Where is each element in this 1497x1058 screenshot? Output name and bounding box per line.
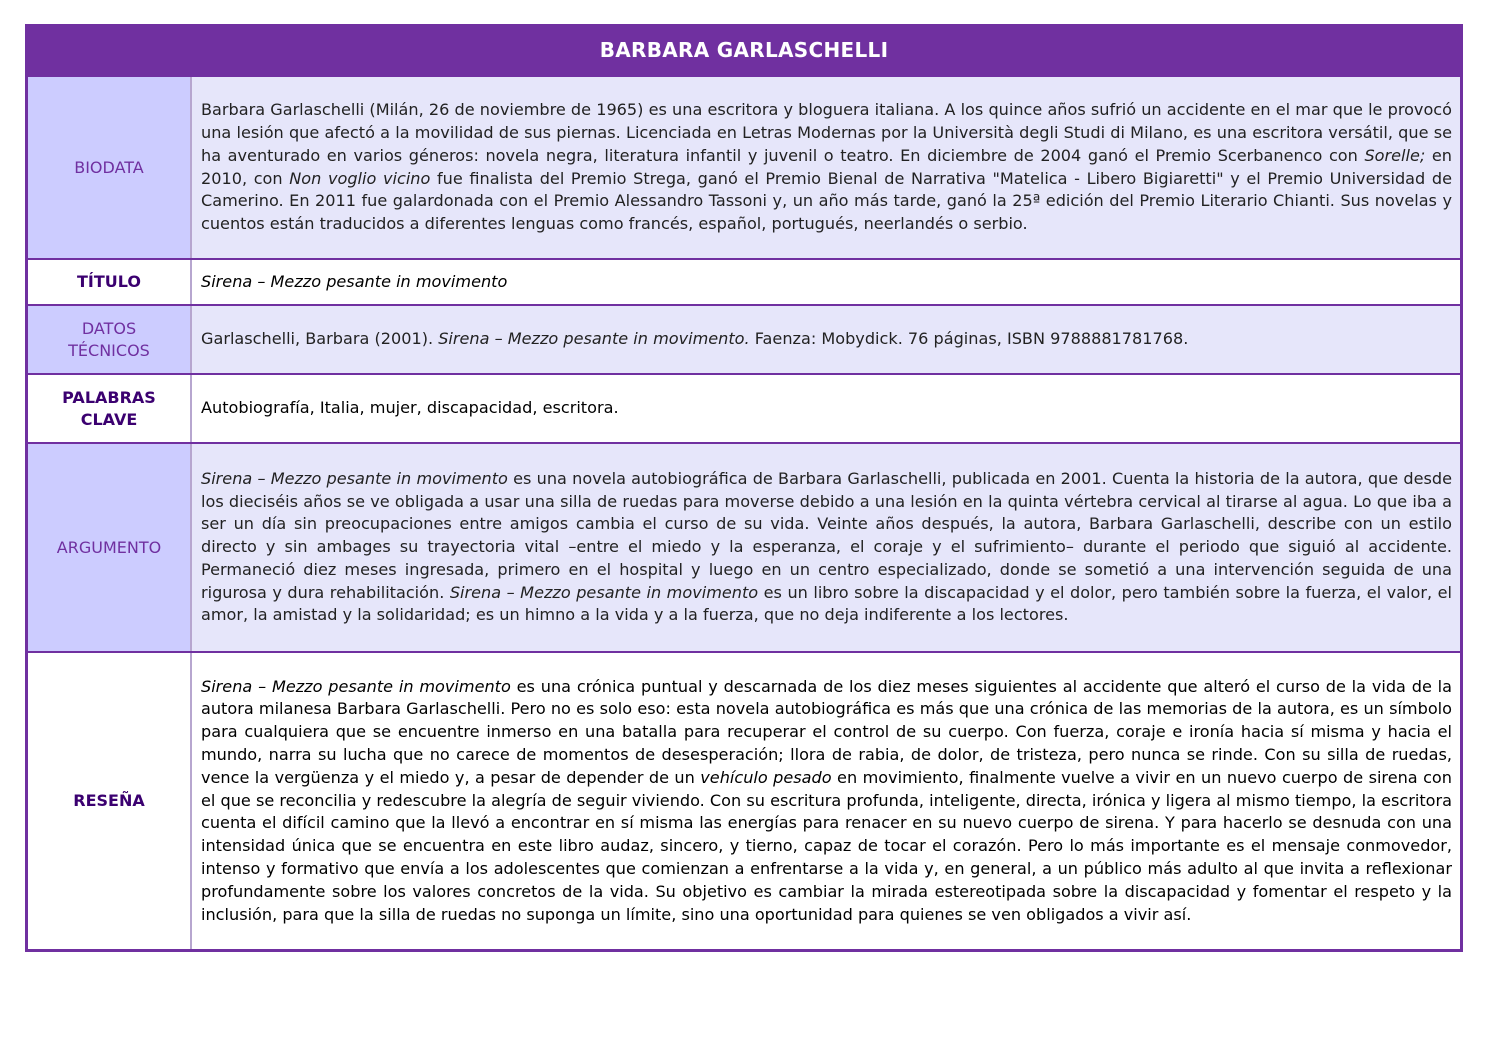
biodata-italic-1: Sorelle; <box>1364 145 1426 165</box>
row-argumento <box>28 442 1460 651</box>
argumento-text-1: es una novela autobiográfica de Barbara Garlaschelli, publicada en 2001. Cuenta la historia de la autora, que desde los dieciséis años se ve obligada a usar una silla de ruedas para moverse debido a una lesión en la quinta vértebra cervical al tirarse al agua. Lo que iba a ser un día sin preocupaciones entre amigos cambia el curso de su vida. Veinte años después, la autora, Barbara Garlaschelli, describe con un estilo directo y sin ambages su trayectoria vital –entre el miedo y la esperanza, el coraje y el sufrimiento– durante el periodo que siguió al accidente. Permaneció diez meses ingresada, primero en el hospital y luego en un centro especializado, donde se sometió a una intervención seguida de una rigurosa y dura rehabilitación. <box>201 468 1452 602</box>
label-resena: RESEÑA <box>28 653 192 949</box>
biodata-italic-2: Non voglio vicino <box>289 168 431 188</box>
argumento-text-2: es un libro sobre la discapacidad y el dolor, pero también sobre la fuerza, el valor, el amor, la amistad y la solidaridad; es un himno a la vida y a la fuerza, que no deja indiferente a los lectores. <box>201 582 1452 625</box>
datos-after: Faenza: Mobydick. 76 páginas, ISBN 9788881781768. <box>749 329 1189 349</box>
biodata-paragraph <box>201 99 1452 236</box>
resena-italic-2: vehículo pesado <box>700 767 832 787</box>
label-biodata: BIODATA <box>28 77 192 258</box>
titulo-text: Sirena – Mezzo pesante in movimento <box>201 271 508 291</box>
content-argumento <box>192 444 1460 651</box>
resena-text-1: es una crónica puntual y descarnada de los diez meses siguientes al accidente que alteró el curso de la vida de la autora milanesa Barbara Garlaschelli. Pero no es solo eso: esta novela autobiográfica es más que una crónica de las memorias de la autora, es un símbolo para cualquiera que se encuentre inmerso en una batalla para recuperar el control de su cuerpo. Con fuerza, coraje e ironía hacia sí misma y hacia el mundo, narra su lucha que no carece de momentos de desesperación; llora de rabia, de dolor, de tristeza, pero nunca se rinde. Con su silla de ruedas, vence la vergüenza y el miedo y, a pesar de depender de un <box>201 676 1452 787</box>
label-argumento: ARGUMENTO <box>28 444 192 651</box>
label-palabras-line1: PALABRAS <box>62 387 156 407</box>
datos-italic: Sirena – Mezzo pesante in movimento. <box>438 329 750 349</box>
book-review-sheet <box>25 24 1463 952</box>
row-palabras-clave <box>28 373 1460 442</box>
argumento-italic-2: Sirena – Mezzo pesante in movimento <box>449 582 759 602</box>
biodata-text-2: en 2010, con <box>201 145 1453 188</box>
resena-text-2: en movimiento, finalmente vuelve a vivir en un nuevo cuerpo de sirena con el que se reconcilia y redescubre la alegría de seguir viviendo. Con su escritura profunda, inteligente, directa, irónica y ligera al mismo tiempo, la escritora cuenta el difícil camino que la llevó a encontrar en sí misma las energías para renacer en su nuevo cuerpo de sirena. Y para hacerlo se desnuda con una intensidad única que se encuentra en este libro audaz, sincero, y tierno, capaz de tocar el corazón. Pero lo más importante es el mensaje conmovedor, intenso y formativo que envía a los adolescentes que comienzan a enfrentarse a la vida y, en general, a un público más adulto al que invita a reflexionar profundamente sobre los valores concretos de la vida. Su objetivo es cambiar la mirada estereotipada sobre la discapacidad y fomentar el respeto y la inclusión, para que la silla de ruedas no suponga un límite, sino una oportunidad para quienes se ven obligados a vivir así. <box>201 767 1452 924</box>
datos-before: Garlaschelli, Barbara (2001). <box>201 329 439 349</box>
content-biodata <box>192 77 1460 258</box>
content-palabras-clave <box>192 375 1460 442</box>
label-palabras-clave <box>28 375 192 442</box>
resena-paragraph <box>201 676 1452 927</box>
label-datos-line1: DATOS <box>81 318 137 338</box>
row-datos-tecnicos <box>28 304 1460 373</box>
label-titulo: TÍTULO <box>28 260 192 304</box>
label-datos-tecnicos <box>28 306 192 373</box>
palabras-text: Autobiografía, Italia, mujer, discapacidad, escritora. <box>201 398 619 418</box>
content-resena <box>192 653 1460 949</box>
biodata-text-1: Barbara Garlaschelli (Milán, 26 de noviembre de 1965) es una escritora y bloguera italiana. A los quince años sufrió un accidente en el mar que le provocó una lesión que afectó a la movilidad de sus piernas. Licenciada en Letras Modernas por la Università degli Studi di Milano, es una escritora versátil, que se ha aventurado en varios géneros: novela negra, literatura infantil y juvenil o teatro. En diciembre de 2004 ganó el Premio Scerbanenco con <box>201 100 1452 165</box>
resena-italic-1: Sirena – Mezzo pesante in movimento <box>201 676 511 696</box>
row-titulo <box>28 258 1460 304</box>
content-titulo <box>192 260 1460 304</box>
label-datos-line2: TÉCNICOS <box>68 340 150 360</box>
datos-paragraph <box>201 328 1452 351</box>
sheet-title: BARBARA GARLASCHELLI <box>28 27 1460 75</box>
argumento-italic-1: Sirena – Mezzo pesante in movimento <box>201 468 508 488</box>
row-resena <box>28 651 1460 949</box>
content-datos-tecnicos <box>192 306 1460 373</box>
argumento-paragraph <box>201 468 1452 628</box>
biodata-text-3: fue finalista del Premio Strega, ganó el Premio Bienal de Narrativa "Matelica - Libero Bigiaretti" y el Premio Universidad de Camerino. En 2011 fue galardonada con el Premio Alessandro Tassoni y, un año más tarde, ganó la 25ª edición del Premio Literario Chianti. Sus novelas y cuentos están traducidos a diferentes lenguas como francés, español, portugués, neerlandés o serbio. <box>201 168 1452 234</box>
row-biodata <box>28 75 1460 258</box>
label-palabras-line2: CLAVE <box>80 409 138 429</box>
